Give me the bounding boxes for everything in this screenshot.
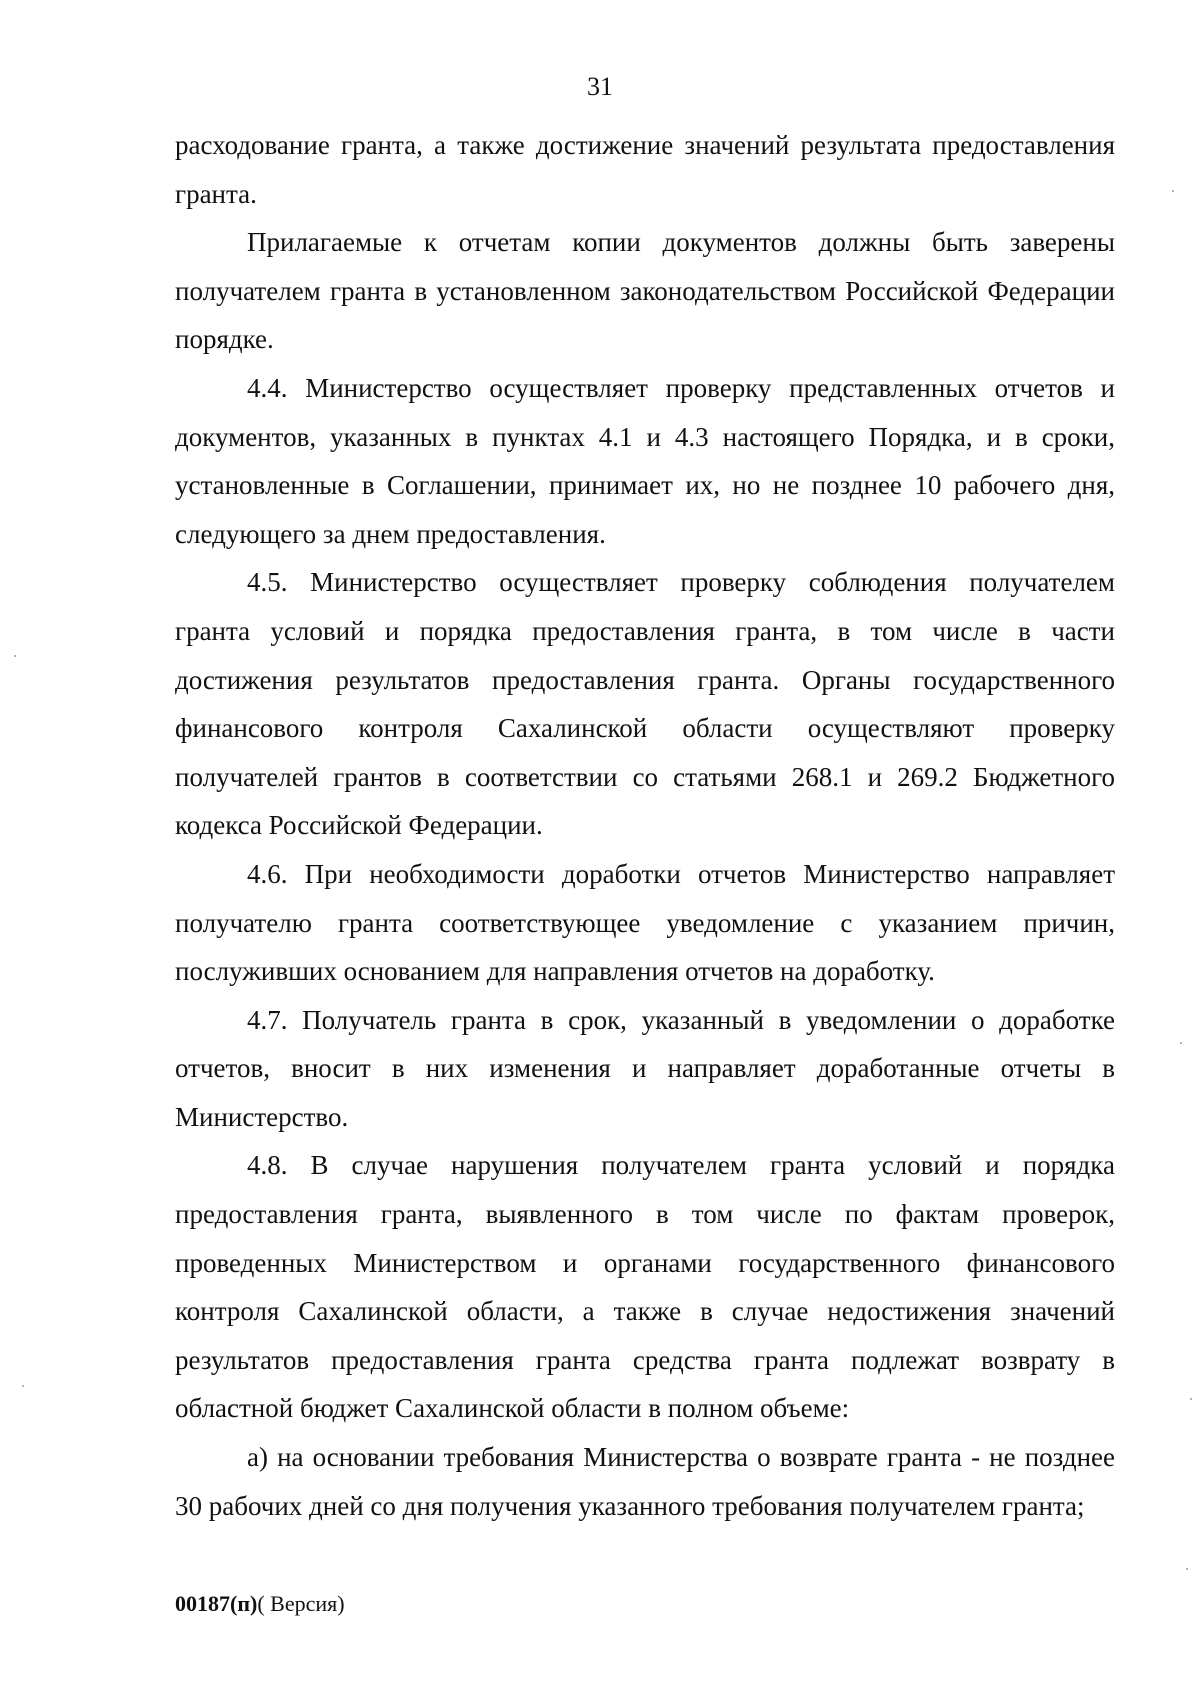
document-code: 00187(п) [175,1591,258,1616]
paragraph-4-8-a: а) на основании требования Министерства о возврате гранта - не позднее 30 рабочих дней со дня получения указанного требования получателем гранта; [175,1442,1115,1521]
scan-speck [14,655,16,657]
paragraph-attached-documents: Прилагаемые к отчетам копии документов должны быть заверены получателем гранта в установленном законодательством Российской Федерации порядке. [175,227,1115,355]
paragraph-continuation: расходование гранта, а также достижение значений результата предоставления гранта. [175,130,1115,209]
page-number: 31 [587,72,613,101]
scan-speck [22,1385,24,1387]
paragraph-4-6: 4.6. При необходимости доработки отчетов Министерство направляет получателю гранта соответствующее уведомление с указанием причин, послуживших основанием для направления отчетов на доработку. [175,858,1115,987]
scan-speck [1180,1042,1182,1044]
paragraph-4-4: 4.4. Министерство осуществляет проверку представленных отчетов и документов, указанных в пунктах 4.1 и 4.3 настоящего Порядка, и в сроки, установленные в Соглашении, принимает их, но не позднее 10 рабочего дня, следующего за днем предоставления. [175,372,1115,549]
scan-speck [1172,190,1174,192]
paragraph-4-5: 4.5. Министерство осуществляет проверку соблюдения получателем гранта условий и порядка предоставления гранта, в том числе в части достижения результатов предоставления гранта. Органы государственного финансового контроля Сахалинской области осуществляют проверку получателей грантов в соответствии со статьями 268.1 и 269.2 Бюджетного кодекса Российской Федерации. [175,567,1115,841]
document-footer [175,1590,345,1618]
paragraph-4-8: 4.8. В случае нарушения получателем гранта условий и порядка предоставления гранта, выявленного в том числе по фактам проверок, проведенных Министерством и органами государственного финансового контроля Сахалинской области, а также в случае недостижения значений результатов предоставления гранта средства гранта подлежат возврату в областной бюджет Сахалинской области в полном объеме: [175,1150,1115,1424]
document-body [175,121,1115,1530]
scan-speck [1186,1568,1188,1570]
document-version: ( Версия) [257,1591,345,1616]
scan-speck [1190,1398,1192,1400]
paragraph-4-7: 4.7. Получатель гранта в срок, указанный в уведомлении о доработке отчетов, вносит в них изменения и направляет доработанные отчеты в Министерство. [175,1004,1115,1132]
